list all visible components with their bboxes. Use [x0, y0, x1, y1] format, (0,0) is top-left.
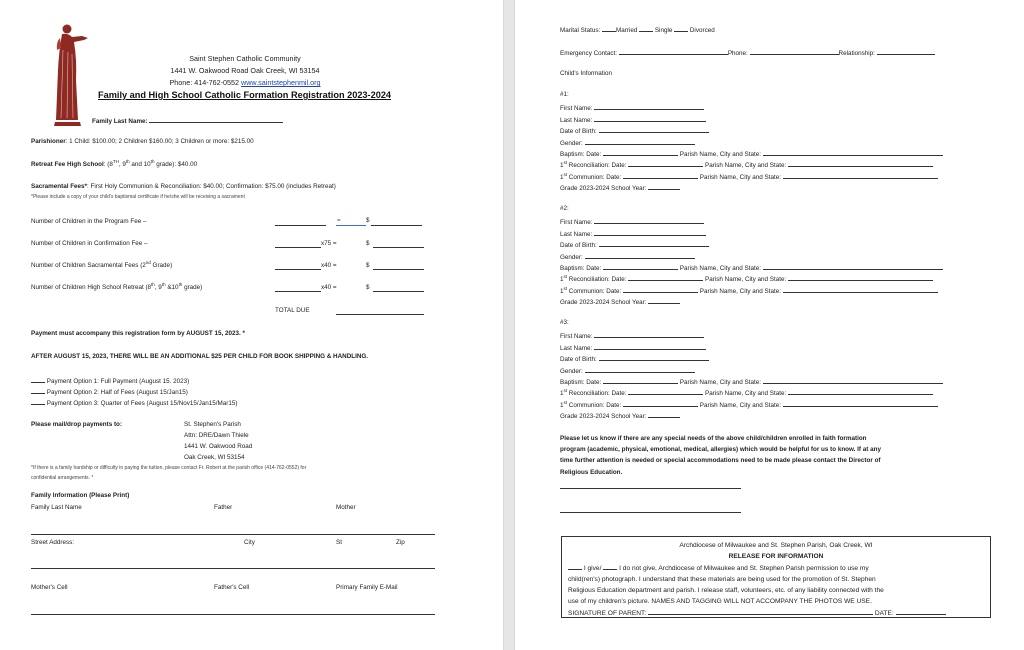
- payment-option-label: Payment Option 3: Quarter of Fees (August 15/Nov15/Jan15/Mar15): [46, 400, 238, 407]
- communion-label: 1st Communion: Date:: [560, 285, 622, 295]
- reconciliation-date-input[interactable]: [628, 159, 703, 167]
- special-needs-line: time further attention is needed or special accommodations need to be made please contact the Director of: [560, 457, 881, 465]
- child-field-row: [560, 273, 933, 283]
- family-last-name-col: Family Last Name: [31, 504, 82, 511]
- parish-label: Parish Name, City and State:: [705, 276, 787, 284]
- sup: th: [125, 158, 130, 164]
- calc-row-sacramental-label: [31, 259, 173, 269]
- communion-parish-input[interactable]: [783, 171, 938, 179]
- dob-input[interactable]: [599, 353, 709, 361]
- program-equals: =: [337, 217, 341, 224]
- child-field-row: [560, 239, 709, 249]
- single-label: Single: [654, 27, 673, 34]
- mothers-cell-col: Mother's Cell: [31, 584, 68, 591]
- child-field-row: [560, 114, 706, 124]
- program-currency: $: [366, 217, 370, 224]
- payment-deadline-notice: Payment must accompany this registration form by AUGUST 15, 2023. *: [31, 330, 245, 337]
- page-gutter: [503, 0, 515, 650]
- total-due-input[interactable]: [336, 314, 424, 315]
- dob-input[interactable]: [599, 239, 709, 247]
- street-address-col: Street Address:: [31, 539, 75, 546]
- parishioner-label: Parishioner: [31, 138, 66, 145]
- relationship-label: Relationship:: [838, 50, 875, 57]
- child-field-row: [560, 171, 938, 181]
- page-1: [0, 0, 503, 650]
- sacramental-text: : First Holy Communion & Reconciliation: $40.00; Confirmation: $75.00 (includes Retreat): [87, 183, 336, 190]
- confirmation-amount-input[interactable]: [373, 247, 424, 248]
- date-label: DATE:: [874, 610, 894, 617]
- child-field-row: [560, 410, 680, 420]
- hardship-note: *If there is a family hardship or difficulty in paying the tuition, please contact Fr. Robert at the parish office (414-762-0552) for: [31, 465, 307, 471]
- child-field-row: [560, 159, 933, 169]
- release-org-line: Archdiocese of Milwaukee and St. Stephen Parish, Oak Creek, WI: [679, 542, 873, 549]
- zip-col: Zip: [396, 539, 405, 546]
- reconciliation-label: 1st Reconciliation: Date:: [560, 388, 627, 398]
- phones-email-input[interactable]: [31, 614, 435, 615]
- family-info-heading: Family Information (Please Print): [31, 492, 130, 499]
- communion-parish-input[interactable]: [783, 285, 938, 293]
- label-text: &10: [165, 284, 179, 291]
- child-number: #3:: [560, 319, 569, 326]
- total-due-label: TOTAL DUE: [275, 307, 310, 314]
- child-field-row: [560, 342, 706, 352]
- label-text: Number of Children High School Retreat (8: [31, 284, 152, 291]
- sacramental-amount-input[interactable]: [373, 269, 424, 270]
- married-checkbox[interactable]: [602, 24, 616, 32]
- retreat-text: , 9: [118, 161, 126, 168]
- retreat-amount-input[interactable]: [373, 291, 424, 292]
- label-text: grade): [182, 284, 203, 291]
- parishioner-text: : 1 Child: $100.00; 2 Children $160.00; 3 Children or more: $215.00: [65, 138, 254, 145]
- sacramental-multiplier: x40 =: [321, 262, 337, 269]
- grade-label: Grade 2023-2024 School Year:: [560, 299, 647, 307]
- divorced-checkbox[interactable]: [674, 24, 688, 32]
- release-body-line: use of my children's picture. NAMES AND TAGGING WILL NOT ACCOMPANY THE PHOTOS WE USE.: [568, 598, 872, 605]
- saint-statue-icon: [50, 20, 92, 126]
- state-col: St: [336, 539, 342, 546]
- dob-label: Date of Birth:: [560, 242, 597, 250]
- grade-input[interactable]: [648, 296, 680, 304]
- single-checkbox[interactable]: [639, 24, 653, 32]
- baptism-date-input[interactable]: [603, 262, 678, 270]
- confirmation-count-input[interactable]: [275, 247, 321, 248]
- child-field-row: [560, 262, 943, 272]
- page-title: Family and High School Catholic Formation Registration 2023-2024: [98, 90, 392, 100]
- emergency-contact-row: [560, 47, 935, 57]
- dob-input[interactable]: [599, 125, 709, 133]
- child-field-row: [560, 205, 569, 212]
- reconciliation-parish-input[interactable]: [788, 273, 933, 281]
- child-field-row: [560, 137, 695, 147]
- first-name-input[interactable]: [594, 330, 704, 338]
- special-needs-line: Religious Education.: [560, 468, 623, 476]
- special-needs-text: [560, 433, 881, 478]
- program-count-input[interactable]: [275, 225, 326, 226]
- child-field-row: [560, 91, 569, 98]
- parish-label: Parish Name, City and State:: [705, 162, 787, 170]
- child-number: #2:: [560, 205, 569, 212]
- dob-label: Date of Birth:: [560, 128, 597, 136]
- sup: th: [161, 281, 166, 287]
- payment-option-1[interactable]: [31, 375, 189, 385]
- give-label: I give/: [583, 565, 602, 572]
- sup: th: [151, 281, 155, 287]
- child-field-row: [560, 182, 680, 192]
- program-multiplier-underline: [336, 225, 366, 226]
- signature-input[interactable]: [648, 607, 873, 615]
- emergency-phone-label: Phone:: [727, 50, 748, 57]
- grade-label: Grade 2023-2024 School Year:: [560, 413, 647, 421]
- mail-address-line: Oak Creek, WI 53154: [184, 454, 245, 461]
- marital-status: [560, 24, 715, 34]
- communion-date-input[interactable]: [623, 171, 698, 179]
- relationship-input[interactable]: [877, 47, 935, 55]
- parishioner-fee: [31, 138, 254, 145]
- mail-address-line: Attn: DRE/Dawn Thiele: [184, 432, 249, 439]
- grade-label: Grade 2023-2024 School Year:: [560, 185, 647, 193]
- baptism-label: Baptism: Date:: [560, 379, 602, 386]
- parish-label: Parish Name, City and State:: [699, 401, 781, 409]
- payment-option-label: Payment Option 2: Half of Fees (August 15/Jan15): [46, 389, 188, 396]
- calc-row-program-label: Number of Children in the Program Fee –: [31, 218, 147, 225]
- special-needs-line: Please let us know if there are any special needs of the above child/children enrolled in faith formation: [560, 435, 867, 442]
- child-field-row: [560, 102, 704, 112]
- communion-date-input[interactable]: [623, 285, 698, 293]
- baptism-parish-input[interactable]: [763, 148, 943, 156]
- parish-label: Parish Name, City and State:: [705, 390, 787, 398]
- fathers-cell-col: Father's Cell: [214, 584, 250, 591]
- child-field-row: [560, 387, 933, 397]
- communion-label: 1st Communion: Date:: [560, 399, 622, 409]
- sacramental-fee: [31, 183, 336, 190]
- mail-address-line: St. Stephen's Parish: [184, 421, 241, 428]
- family-names-input[interactable]: [31, 534, 435, 535]
- org-phone: Phone: 414-762-0552: [169, 78, 240, 87]
- family-last-name-field[interactable]: [92, 115, 283, 125]
- sup: th: [150, 158, 155, 164]
- divorced-label: Divorced: [689, 27, 715, 34]
- release-form-box: [561, 536, 991, 618]
- child-field-row: [560, 125, 709, 135]
- reconciliation-date-input[interactable]: [628, 387, 703, 395]
- last-name-input[interactable]: [594, 342, 706, 350]
- communion-label: 1st Communion: Date:: [560, 171, 622, 181]
- special-needs-line: program (academic, physical, emotional, medical, allergies) which would be helpful for us to know. If at any: [560, 446, 881, 454]
- first-name-label: First Name:: [560, 333, 593, 341]
- child-field-row: [560, 251, 695, 261]
- married-label: Married: [616, 27, 638, 34]
- dob-label: Date of Birth:: [560, 356, 597, 364]
- label-text: , 9: [154, 284, 162, 291]
- parish-label: Parish Name, City and State:: [699, 173, 781, 181]
- late-fee-notice: AFTER AUGUST 15, 2023, THERE WILL BE AN ADDITIONAL $25 PER CHILD FOR BOOK SHIPPING & HANDLING.: [31, 353, 369, 360]
- signature-label: SIGNATURE OF PARENT:: [568, 610, 647, 617]
- calc-row-retreat-label: [31, 281, 203, 291]
- last-name-input[interactable]: [594, 228, 706, 236]
- retreat-currency: $: [366, 284, 370, 291]
- sacramental-currency: $: [366, 262, 370, 269]
- release-permission-line: [568, 562, 984, 574]
- release-body-line: child(ren's) photograph. I understand that these materials are being used for the promotion of St. Stephen: [568, 576, 876, 583]
- parish-label: Parish Name, City and State:: [679, 379, 761, 386]
- label-text: Number of Children Sacramental Fees (2: [31, 262, 146, 269]
- reconciliation-label: 1st Reconciliation: Date:: [560, 274, 627, 284]
- release-body-line: Religious Education department and parish. I release staff, volunteers, etc. of any liability connected with the: [568, 587, 884, 594]
- sup: th: [178, 281, 183, 287]
- communion-parish-input[interactable]: [783, 399, 938, 407]
- baptism-date-input[interactable]: [603, 376, 678, 384]
- reconciliation-parish-input[interactable]: [788, 387, 933, 395]
- retreat-text: and 10: [129, 161, 151, 168]
- first-name-input[interactable]: [594, 102, 704, 110]
- retreat-text: grade): $40.00: [154, 161, 198, 168]
- hardship-note-cont: confidential arrangements. *: [31, 475, 94, 481]
- reconciliation-date-input[interactable]: [628, 273, 703, 281]
- baptism-date-input[interactable]: [603, 148, 678, 156]
- sup: TH: [112, 158, 119, 164]
- sacramental-count-input[interactable]: [275, 269, 321, 270]
- org-name: Saint Stephen Catholic Community: [189, 54, 301, 63]
- mail-address-line: 1441 W. Oakwood Road: [184, 443, 253, 450]
- baptism-parish-input[interactable]: [763, 376, 943, 384]
- parish-label: Parish Name, City and State:: [699, 287, 781, 295]
- first-name-input[interactable]: [594, 216, 704, 224]
- reconciliation-parish-input[interactable]: [788, 159, 933, 167]
- first-name-label: First Name:: [560, 105, 593, 113]
- child-field-row: [560, 330, 704, 340]
- child-field-row: [560, 228, 706, 238]
- give-checkbox[interactable]: [568, 562, 582, 570]
- child-field-row: [560, 399, 938, 409]
- child-field-row: [560, 285, 938, 295]
- family-last-name-label: Family Last Name:: [92, 118, 148, 125]
- communion-date-input[interactable]: [623, 399, 698, 407]
- reconciliation-label: 1st Reconciliation: Date:: [560, 160, 627, 170]
- child-number: #1:: [560, 91, 569, 98]
- last-name-label: Last Name:: [560, 344, 593, 352]
- first-name-label: First Name:: [560, 219, 593, 227]
- baptism-label: Baptism: Date:: [560, 265, 602, 272]
- special-needs-input-2[interactable]: [560, 512, 741, 513]
- child-field-row: [560, 319, 569, 326]
- website-link[interactable]: www.saintstephenmil.org: [241, 78, 321, 87]
- release-signature-line: [568, 607, 984, 619]
- mail-payments-label: Please mail/drop payments to:: [31, 421, 122, 428]
- child-field-row: [560, 353, 709, 363]
- retreat-count-input[interactable]: [275, 291, 321, 292]
- retreat-multiplier: x40 =: [321, 284, 337, 291]
- gender-label: Gender:: [560, 139, 583, 147]
- gender-input[interactable]: [585, 137, 695, 145]
- retreat-fee: [31, 158, 198, 168]
- child-field-row: [560, 365, 695, 375]
- last-name-input[interactable]: [594, 114, 706, 122]
- grade-input[interactable]: [648, 410, 680, 418]
- release-heading: RELEASE FOR INFORMATION: [728, 553, 824, 560]
- gender-label: Gender:: [560, 253, 583, 261]
- emergency-contact-input[interactable]: [619, 47, 728, 55]
- date-input[interactable]: [896, 607, 946, 615]
- sacramental-label: Sacramental Fees*: [31, 183, 88, 190]
- sup: nd: [145, 259, 151, 265]
- confirmation-multiplier: x75 =: [321, 240, 337, 247]
- sacramental-note: *Please include a copy of your child's baptismal certificate if he/she will be receiving a sacrament: [31, 194, 245, 200]
- payment-option-label: Payment Option 1: Full Payment (August 15. 2023): [46, 378, 190, 385]
- last-name-label: Last Name:: [560, 230, 593, 238]
- special-needs-input-1[interactable]: [560, 488, 741, 489]
- email-col: Primary Family E-Mail: [336, 584, 398, 591]
- child-field-row: [560, 376, 943, 386]
- not-give-checkbox[interactable]: [603, 562, 617, 570]
- retreat-text: : (8: [103, 161, 113, 168]
- parish-label: Parish Name, City and State:: [679, 151, 761, 158]
- mother-col: Mother: [336, 504, 356, 511]
- marital-label: Marital Status:: [560, 27, 601, 34]
- payment-option-3[interactable]: [31, 397, 238, 407]
- child-field-row: [560, 216, 704, 226]
- org-contact: [130, 78, 360, 87]
- not-give-label: I do not give, Archdiocese of Milwaukee and St. Stephen Parish permission to use my: [619, 565, 869, 572]
- father-col: Father: [214, 504, 233, 511]
- address-input[interactable]: [31, 568, 435, 569]
- child-field-row: [560, 296, 680, 306]
- child-field-row: [560, 148, 943, 158]
- emergency-label: Emergency Contact:: [560, 50, 618, 57]
- emergency-phone-input[interactable]: [750, 47, 839, 55]
- city-col: City: [244, 539, 255, 546]
- org-address: 1441 W. Oakwood Road Oak Creek, WI 53154: [170, 66, 320, 75]
- confirmation-currency: $: [366, 240, 370, 247]
- last-name-label: Last Name:: [560, 116, 593, 124]
- baptism-label: Baptism: Date:: [560, 151, 602, 158]
- gender-label: Gender:: [560, 367, 583, 375]
- payment-option-2[interactable]: [31, 386, 188, 396]
- gender-input[interactable]: [585, 365, 695, 373]
- baptism-parish-input[interactable]: [763, 262, 943, 270]
- child-info-heading: Child's Information: [560, 70, 612, 77]
- program-amount-input[interactable]: [371, 225, 422, 226]
- parish-label: Parish Name, City and State:: [679, 265, 761, 272]
- gender-input[interactable]: [585, 251, 695, 259]
- retreat-label: Retreat Fee High School: [31, 161, 104, 168]
- calc-row-confirmation-label: Number of Children in Confirmation Fee –: [31, 240, 148, 247]
- label-text: Grade): [150, 262, 173, 269]
- grade-input[interactable]: [648, 182, 680, 190]
